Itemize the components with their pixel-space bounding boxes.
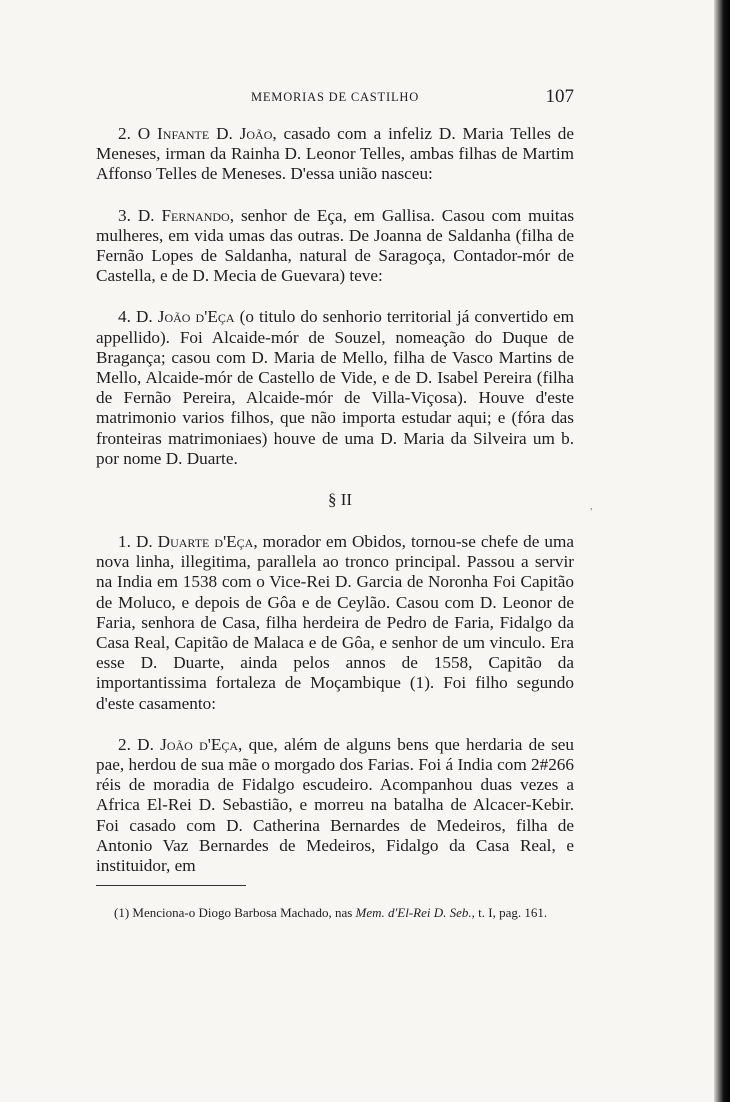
paragraph-joao-deca — [96, 307, 574, 469]
paragraph-number: 1. — [118, 532, 131, 552]
paragraph-number: 4. — [118, 307, 131, 327]
paragraph-text: casado com a infeliz D. Maria Telles de Meneses, irman da Rainha D. Leonor Telles, ambas filhas de Martim Affonso Telles de Meneses. D'essa união nasceu: — [96, 124, 574, 184]
running-title: MEMORIAS DE CASTILHO — [250, 90, 420, 104]
person-name: D. João d'Eça, — [137, 734, 243, 754]
paragraph-text: que, além de alguns bens que herdaria de seu pae, herdou de sua mãe o morgado dos Farias. Foi á India com 2#266 réis de moradia de Fidalgo escudeiro. Acompanhou duas vezes a Africa El-Rei D. Sebastião, e morreu na batalha de Alcacer-Kebir. Foi casado com D. Catherina Bernardes de Medeiros, filha de Antonio Vaz Bernardes de Medeiros, Fidalgo da Casa Real, e instituidor, em — [96, 734, 575, 876]
page-number: 107 — [545, 86, 574, 107]
margin-mark: , — [590, 500, 593, 512]
paragraph-duarte-deca — [96, 532, 574, 714]
page-body — [96, 124, 574, 897]
paragraph-number: 2. — [118, 734, 131, 754]
footnote-text: Menciona-o Diogo Barbosa Machado, nas — [129, 905, 356, 920]
footnote — [96, 904, 574, 921]
section-heading: § II — [327, 490, 353, 510]
person-name: D. João d'Eça — [135, 307, 235, 327]
paragraph-number: 2. — [118, 124, 131, 143]
paragraph-number: 3. — [118, 205, 131, 225]
footnote-marker: (1) — [114, 905, 130, 920]
paragraph-infante-joao — [96, 124, 574, 185]
paragraph-joao-deca-2 — [96, 735, 574, 876]
page-right-edge — [714, 0, 730, 1102]
paragraph-fernando — [96, 206, 574, 287]
person-name: O Infante D. João, — [137, 124, 277, 143]
footnote-citation: Mem. d'El-Rei D. Seb. — [355, 905, 472, 920]
paragraph-text: morador em Obidos, tornou-se chefe de uma nova linha, illegitima, parallela ao tronco principal. Passou a servir na India em 1538 com o Vice-Rei D. Garcia de Noronha Foi Capitão de Moluco, e depois de Gôa e de Ceylão. Casou com D. Leonor de Faria, senhora de Casa, filha herdeira de Pedro de Faria, Fidalgo da Casa Real, Capitão de Malaca e de Gôa, e senhor de um vinculo. Era esse D. Duarte, ainda pelos annos de 1558, Capitão da importantissima fortaleza de Moçambique (1). Foi filho segundo d'este casamento: — [96, 532, 574, 713]
person-name: D. Duarte d'Eça, — [135, 532, 258, 552]
footnote-tail: , t. I, pag. 161. — [471, 905, 548, 920]
footnote-rule — [96, 885, 246, 886]
paragraph-text: (o titulo do senhorio territorial já convertido em appellido). Foi Alcaide-mór de Souzel, nomeação do Duque de Bragança; casou com D. Maria de Mello, filha de Vasco Martins de Mello, Alcaide-mór de Castello de Vide, e de D. Isabel Pereira (filha de Fernão Pereira, Alcaide-mór de Villa-Viçosa). Houve d'este matrimonio varios filhos, que não importa estudar aqui; e (fóra das fronteiras matrimoniaes) houve de uma D. Maria da Silveira um b. por nome D. Duarte. — [96, 307, 574, 468]
page-header — [96, 86, 574, 110]
person-name: D. Fernando, — [137, 205, 235, 225]
paragraph-text: senhor de Eça, em Gallisa. Casou com muitas mulheres, em vida umas das outras. De Joanna de Saldanha (filha de Fernão Lopes de Saldanha, natural de Saragoça, Contador-mór de Castella, e de D. Mecia de Guevara) teve: — [96, 205, 575, 286]
